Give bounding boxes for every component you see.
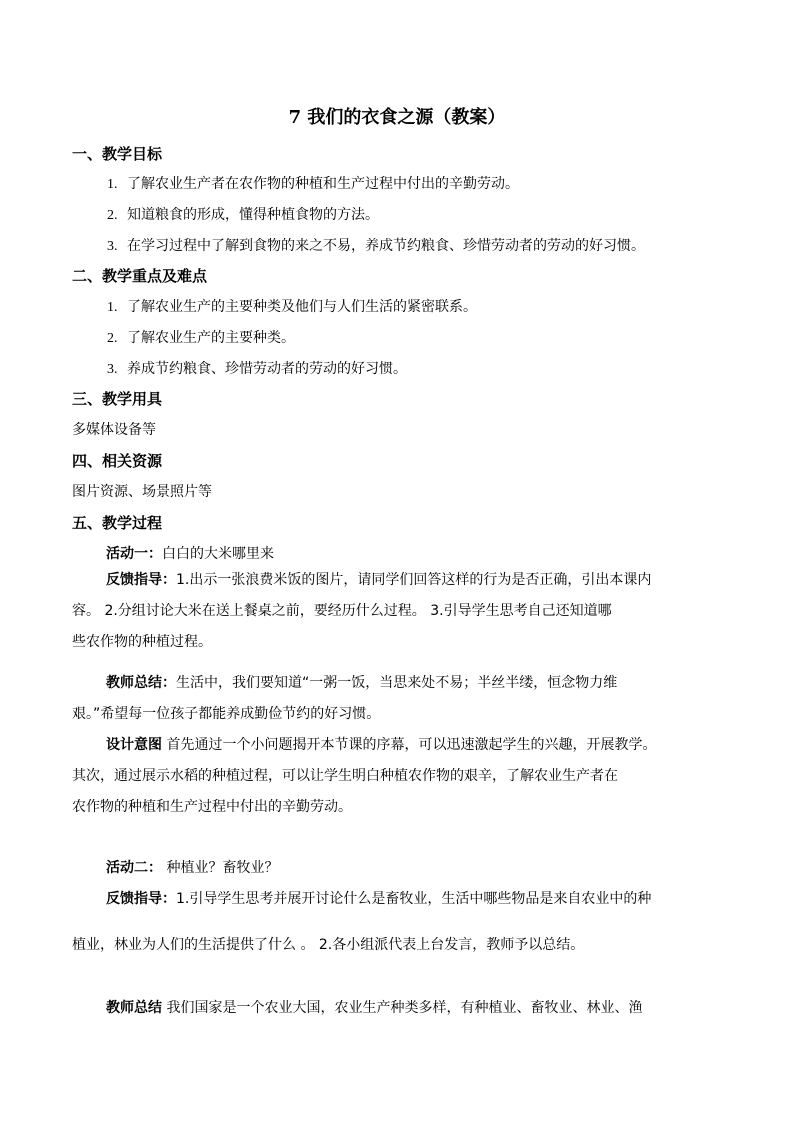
list-text: 了解农业生产者在农作物的种植和生产过程中付出的辛勤劳动。 <box>127 176 519 192</box>
list-number: 1. <box>107 300 118 315</box>
paragraph-line: 1.引导学生思考并展开讨论什么是畜牧业，生活中哪些物品是来自农业中的种 <box>176 891 652 907</box>
paragraph-line: 农作物的种植和生产过程中付出的辛勤劳动。 <box>72 799 352 815</box>
page-title: 7 我们的衣食之源（教案） <box>288 107 506 128</box>
summary-label: 教师总结 <box>106 1000 162 1016</box>
list-text: 了解农业生产的主要种类及他们与人们生活的紧密联系。 <box>127 299 477 315</box>
paragraph-line: 艰。”希望每一位孩子都能养成勤俭节约的好习惯。 <box>72 706 381 722</box>
feedback-label: 反馈指导： <box>106 891 176 907</box>
list-number: 3. <box>107 362 118 377</box>
section-heading-tools: 三、教学用具 <box>72 390 163 408</box>
activity-two-feedback <box>72 884 724 961</box>
activity-label: 活动一： <box>106 546 162 562</box>
activity-two-heading <box>106 857 278 877</box>
section-text-tools: 多媒体设备等 <box>72 422 156 438</box>
list-text: 养成节约粮食、珍惜劳动者的劳动的好习惯。 <box>127 361 407 377</box>
activity-two-summary <box>72 993 724 1024</box>
activity-one-summary <box>72 668 724 730</box>
list-text: 在学习过程中了解到食物的来之不易，养成节约粮食、珍惜劳动者的劳动的好习惯。 <box>127 238 645 254</box>
paragraph-line: 1.出示一张浪费米饭的图片，请同学们回答这样的行为是否正确，引出本课内 <box>176 572 652 588</box>
section-heading-resources: 四、相关资源 <box>72 452 163 470</box>
list-number: 2. <box>107 331 118 346</box>
list-text: 知道粮食的形成，懂得种植食物的方法。 <box>127 207 379 223</box>
list-item <box>107 173 519 193</box>
list-number: 1. <box>107 177 118 192</box>
list-number: 3. <box>107 239 118 254</box>
list-item <box>107 204 379 224</box>
activity-title: 白白的大米哪里来 <box>162 546 274 562</box>
paragraph-line: 首先通过一个小问题揭开本节课的序幕，可以迅速激起学生的兴趣，开展教学。 <box>162 737 657 753</box>
list-item <box>107 358 407 378</box>
list-item <box>107 235 645 255</box>
paragraph-line: 其次，通过展示水稻的种植过程，可以让学生明白种植农作物的艰辛，了解农业生产者在 <box>72 768 618 784</box>
section-heading-objectives: 一、教学目标 <box>72 145 163 163</box>
activity-one-design-intent <box>72 730 724 823</box>
list-item <box>107 327 295 347</box>
summary-label: 教师总结： <box>106 675 176 691</box>
list-text: 了解农业生产的主要种类。 <box>127 330 295 346</box>
design-label: 设计意图 <box>106 737 162 753</box>
paragraph-line: 我们国家是一个农业大国，农业生产种类多样，有种植业、畜牧业、林业、渔 <box>162 1000 643 1016</box>
section-text-resources: 图片资源、场景照片等 <box>72 484 212 500</box>
list-item <box>107 296 477 316</box>
paragraph-line: 生活中，我们要知道“一粥一饭，当思来处不易；半丝半缕，恒念物力维 <box>176 675 618 691</box>
paragraph-line: 容。 2.分组讨论大米在送上餐桌之前，要经历什么过程。 3.引导学生思考自己还知道哪 <box>72 603 612 619</box>
list-number: 2. <box>107 208 118 223</box>
section-heading-process: 五、教学过程 <box>72 514 163 532</box>
section-heading-key-points: 二、教学重点及难点 <box>72 267 208 285</box>
activity-one-heading <box>106 543 274 563</box>
activity-one-feedback <box>72 565 724 658</box>
activity-label: 活动二： <box>106 860 162 876</box>
paragraph-line: 些农作物的种植过程。 <box>72 634 212 650</box>
activity-title: 种植业？畜牧业？ <box>162 860 279 876</box>
paragraph-line: 植业，林业为人们的生活提供了什么 。 2.各小组派代表上台发言，教师予以总结。 <box>72 937 585 953</box>
feedback-label: 反馈指导： <box>106 572 176 588</box>
